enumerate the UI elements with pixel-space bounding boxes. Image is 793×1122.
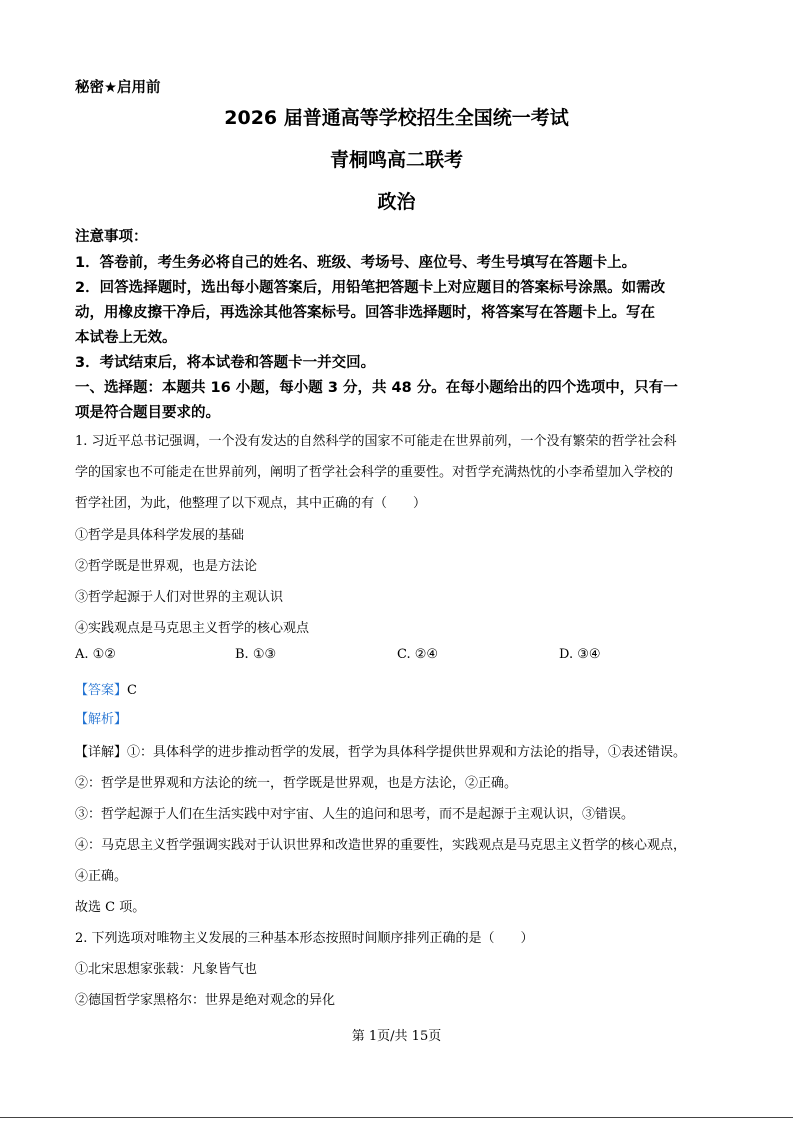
subject-title: 政治 (377, 191, 416, 213)
notice-item-1: 1．答卷前，考生务必将自己的姓名、班级、考场号、座位号、考生号填写在答题卡上。 (75, 255, 637, 271)
notice-item-2-line-2: 动，用橡皮擦干净后，再选涂其他答案标号。回答非选择题时，将答案写在答题卡上。写在 (75, 305, 655, 321)
q1-detail-line-5: ④正确。 (75, 869, 128, 884)
exam-title: 2026 届普通高等学校招生全国统一考试 (224, 107, 569, 129)
q1-detail-line-2: ②：哲学是世界观和方法论的统一，哲学既是世界观，也是方法论，②正确。 (75, 776, 518, 791)
q1-option-b: B. ①③ (235, 647, 277, 662)
q1-stem-line-3: 哲学社团，为此，他整理了以下观点，其中正确的有（ ） (75, 496, 427, 511)
q1-answer-line (75, 679, 137, 698)
section-heading-line-2: 项是符合题目要求的。 (75, 405, 220, 421)
q1-stem-line-1: 1. 习近平总书记强调，一个没有发达的自然科学的国家不可能走在世界前列，一个没有繁荣的哲学社会科 (75, 434, 677, 449)
q1-stem-line-2: 学的国家也不可能走在世界前列，阐明了哲学社会科学的重要性。对哲学充满热忱的小李希望加入学校的 (75, 465, 674, 480)
q2-statement-2: ②德国哲学家黑格尔：世界是绝对观念的异化 (75, 993, 336, 1008)
section-heading-line-1: 一、选择题：本题共 16 小题，每小题 3 分，共 48 分。在每小题给出的四个选项中，只有一 (75, 380, 678, 396)
q1-detail-line-3: ③：哲学起源于人们在生活实践中对宇宙、人生的追问和思考，而不是起源于主观认识，③错误。 (75, 807, 635, 822)
q1-option-a: A. ①② (75, 647, 116, 662)
answer-tag: 【答案】 (75, 683, 128, 698)
notice-heading: 注意事项： (75, 229, 148, 245)
answer-value: C (127, 683, 137, 698)
q1-statement-1: ①哲学是具体科学发展的基础 (75, 528, 245, 543)
exam-subtitle: 青桐鸣高二联考 (329, 149, 463, 171)
q1-statement-3: ③哲学起源于人们对世界的主观认识 (75, 590, 284, 605)
q2-stem: 2. 下列选项对唯物主义发展的三种基本形态按照时间顺序排列正确的是（ ） (75, 931, 534, 946)
q1-detail-line-1 (75, 741, 686, 760)
q1-conclusion: 故选 C 项。 (75, 900, 146, 915)
detail-tag: 【详解】 (75, 745, 128, 760)
page-bottom-divider (0, 1117, 793, 1118)
q1-option-c: C. ②④ (397, 647, 439, 662)
detail-text-1: ①：具体科学的进步推动哲学的发展，哲学为具体科学提供世界观和方法论的指导，①表述错误。 (127, 745, 687, 760)
q1-analysis-line (75, 708, 127, 727)
page-number: 第 1页/共 15页 (351, 1029, 442, 1044)
secret-label: 秘密★启用前 (75, 80, 161, 96)
q1-detail-line-4: ④：马克思主义哲学强调实践对于认识世界和改造世界的重要性，实践观点是马克思主义哲学的核心观点， (75, 838, 687, 853)
q1-option-d: D. ③④ (559, 647, 601, 662)
q1-statement-4: ④实践观点是马克思主义哲学的核心观点 (75, 621, 310, 636)
notice-item-2-line-1: 2．回答选择题时，选出每小题答案后，用铅笔把答题卡上对应题目的答案标号涂黑。如需改 (75, 280, 666, 296)
q1-statement-2: ②哲学既是世界观，也是方法论 (75, 559, 258, 574)
notice-item-3: 3．考试结束后，将本试卷和答题卡一并交回。 (75, 355, 376, 371)
q2-statement-1: ①北宋思想家张载：凡象皆气也 (75, 962, 258, 977)
notice-item-2-line-3: 本试卷上无效。 (75, 330, 177, 346)
analysis-tag: 【解析】 (75, 712, 128, 727)
